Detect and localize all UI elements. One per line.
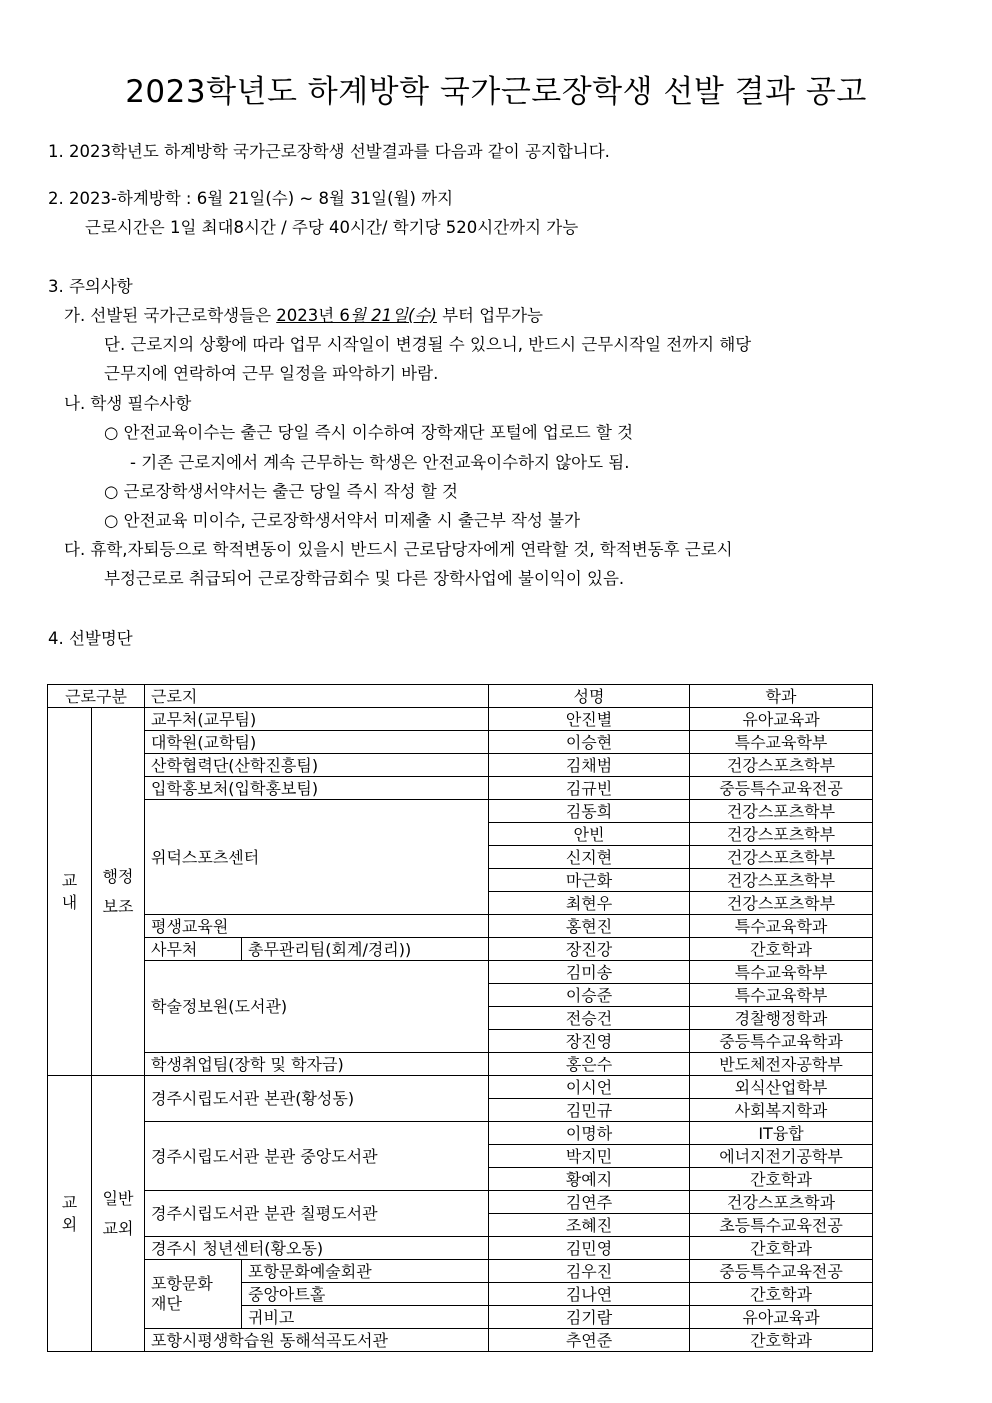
dept-cell: 간호학과	[690, 1283, 873, 1306]
section-3-na-item2: ○ 근로장학생서약서는 출근 당일 즉시 작성 할 것	[104, 482, 458, 501]
ga-date-day: 월 21일(수)	[349, 306, 437, 325]
section-3-ga-line3: 근무지에 연락하여 근무 일정을 파악하기 바람.	[104, 364, 439, 383]
place-subcell: 포항문화예술회관	[242, 1260, 489, 1283]
place-subcell: 귀비고	[242, 1306, 489, 1329]
section-3-na-item1-note: - 기존 근로지에서 계속 근무하는 학생은 안전교육이수하지 않아도 됨.	[130, 453, 630, 472]
group-admin-support: 행정 보조	[92, 708, 145, 1076]
place-cell: 학술정보원(도서관)	[145, 961, 489, 1053]
dept-cell: 건강스포츠학부	[690, 892, 873, 915]
name-cell: 김기람	[489, 1306, 690, 1329]
dept-cell: 유아교육과	[690, 1306, 873, 1329]
dept-cell: 외식산업학부	[690, 1076, 873, 1099]
name-cell: 홍현진	[489, 915, 690, 938]
ga-date-year: 2023년 6	[276, 306, 350, 325]
name-cell: 김동희	[489, 800, 690, 823]
name-cell: 김규빈	[489, 777, 690, 800]
name-cell: 조혜진	[489, 1214, 690, 1237]
dept-cell: 초등특수교육전공	[690, 1214, 873, 1237]
name-cell: 전승건	[489, 1007, 690, 1030]
name-cell: 장진강	[489, 938, 690, 961]
dept-cell: 사회복지학과	[690, 1099, 873, 1122]
name-cell: 홍은수	[489, 1053, 690, 1076]
table-header-row	[48, 685, 873, 708]
place-cell: 입학홍보처(입학홍보팀)	[145, 777, 489, 800]
dept-cell: 경찰행정학과	[690, 1007, 873, 1030]
dept-cell: 건강스포츠학부	[690, 754, 873, 777]
header-name: 성명	[489, 685, 690, 708]
table-row	[48, 708, 873, 731]
dept-cell: 에너지전기공학부	[690, 1145, 873, 1168]
table-row	[48, 1260, 873, 1283]
dept-cell: 특수교육학부	[690, 961, 873, 984]
name-cell: 마근화	[489, 869, 690, 892]
name-cell: 추연준	[489, 1329, 690, 1352]
section-4-heading: 4. 선발명단	[48, 629, 133, 648]
dept-cell: 건강스포츠학부	[690, 846, 873, 869]
name-cell: 최현우	[489, 892, 690, 915]
name-cell: 김채범	[489, 754, 690, 777]
page-title: 2023학년도 하계방학 국가근로장학생 선발 결과 공고	[125, 74, 867, 110]
section-3-heading: 3. 주의사항	[48, 277, 133, 296]
table-row	[48, 915, 873, 938]
dept-cell: 특수교육학부	[690, 731, 873, 754]
table-row	[48, 1122, 873, 1145]
table-row	[48, 1237, 873, 1260]
dept-cell: 건강스포츠학부	[690, 800, 873, 823]
place-cell-pohang-foundation: 포항문화 재단	[145, 1260, 242, 1329]
dept-cell: 중등특수교육전공	[690, 1260, 873, 1283]
name-cell: 박지민	[489, 1145, 690, 1168]
name-cell: 김나연	[489, 1283, 690, 1306]
group-general-offcampus: 일반 교외	[92, 1076, 145, 1352]
name-cell: 이명하	[489, 1122, 690, 1145]
place-cell: 경주시 청년센터(황오동)	[145, 1237, 489, 1260]
name-cell: 신지현	[489, 846, 690, 869]
dept-cell: 특수교육학과	[690, 915, 873, 938]
place-cell: 산학협력단(산학진흥팀)	[145, 754, 489, 777]
place-cell: 교무처(교무팀)	[145, 708, 489, 731]
table-row	[48, 731, 873, 754]
place-cell: 경주시립도서관 분관 중앙도서관	[145, 1122, 489, 1191]
place-cell: 평생교육원	[145, 915, 489, 938]
place-cell: 경주시립도서관 본관(황성동)	[145, 1076, 489, 1122]
section-3-ga	[64, 302, 543, 326]
place-cell: 대학원(교학팀)	[145, 731, 489, 754]
ga-suffix: 부터 업무가능	[436, 306, 543, 325]
dept-cell: 중등특수교육학과	[690, 1030, 873, 1053]
dept-cell: 특수교육학부	[690, 984, 873, 1007]
name-cell: 김미송	[489, 961, 690, 984]
section-3-da-line2: 부정근로로 취급되어 근로장학금회수 및 다른 장학사업에 불이익이 있음.	[104, 569, 625, 588]
ga-prefix: 가. 선발된 국가근로학생들은	[64, 306, 277, 325]
name-cell: 장진영	[489, 1030, 690, 1053]
place-cell: 학생취업팀(장학 및 학자금)	[145, 1053, 489, 1076]
name-cell: 안빈	[489, 823, 690, 846]
table-row	[48, 777, 873, 800]
header-type: 근로구분	[48, 685, 145, 708]
dept-cell: 건강스포츠학부	[690, 869, 873, 892]
name-cell: 이승준	[489, 984, 690, 1007]
section-1-text: 1. 2023학년도 하계방학 국가근로장학생 선발결과를 다음과 같이 공지합니다.	[48, 142, 610, 161]
table-row	[48, 754, 873, 777]
section-2-period: 2. 2023-하계방학 : 6월 21일(수) ~ 8월 31일(월) 까지	[48, 189, 454, 208]
place-cell: 위덕스포츠센터	[145, 800, 489, 915]
dept-cell: 중등특수교육전공	[690, 777, 873, 800]
place-subcell: 총무관리팀(회계/경리))	[242, 938, 489, 961]
header-place: 근로지	[145, 685, 489, 708]
dept-cell: 간호학과	[690, 1329, 873, 1352]
name-cell: 김민영	[489, 1237, 690, 1260]
dept-cell: 건강스포츠학부	[690, 823, 873, 846]
section-3-na-item3: ○ 안전교육 미이수, 근로장학생서약서 미제출 시 출근부 작성 불가	[104, 511, 581, 530]
dept-cell: 간호학과	[690, 938, 873, 961]
section-3-da-line1: 다. 휴학,자퇴등으로 학적변동이 있을시 반드시 근로담당자에게 연락할 것, 학적변동후 근로시	[64, 540, 733, 559]
selection-table	[47, 684, 873, 1352]
table-row	[48, 961, 873, 984]
table-row	[48, 1191, 873, 1214]
table-row	[48, 938, 873, 961]
dept-cell: 간호학과	[690, 1237, 873, 1260]
dept-cell: 유아교육과	[690, 708, 873, 731]
dept-cell: 간호학과	[690, 1168, 873, 1191]
header-dept: 학과	[690, 685, 873, 708]
group-campus: 교내	[48, 708, 92, 1076]
place-cell: 포항시평생학습원 동해석곡도서관	[145, 1329, 489, 1352]
table-row	[48, 1076, 873, 1099]
section-3-na-item1: ○ 안전교육이수는 출근 당일 즉시 이수하여 장학재단 포털에 업로드 할 것	[104, 423, 634, 442]
name-cell: 황예지	[489, 1168, 690, 1191]
section-3-na: 나. 학생 필수사항	[64, 394, 192, 413]
place-cell: 경주시립도서관 분관 칠평도서관	[145, 1191, 489, 1237]
dept-cell: 건강스포츠학과	[690, 1191, 873, 1214]
section-3-ga-line2: 단. 근로지의 상황에 따라 업무 시작일이 변경될 수 있으니, 반드시 근무시작일 전까지 해당	[104, 335, 752, 354]
name-cell: 이시언	[489, 1076, 690, 1099]
name-cell: 김연주	[489, 1191, 690, 1214]
place-cell: 사무처	[145, 938, 242, 961]
name-cell: 안진별	[489, 708, 690, 731]
dept-cell: 반도체전자공학부	[690, 1053, 873, 1076]
place-subcell: 중앙아트홀	[242, 1283, 489, 1306]
table-row	[48, 800, 873, 823]
table-row	[48, 1329, 873, 1352]
dept-cell: IT융합	[690, 1122, 873, 1145]
name-cell: 김민규	[489, 1099, 690, 1122]
name-cell: 김우진	[489, 1260, 690, 1283]
name-cell: 이승현	[489, 731, 690, 754]
table-row	[48, 1053, 873, 1076]
section-2-hours: 근로시간은 1일 최대8시간 / 주당 40시간/ 학기당 520시간까지 가능	[85, 218, 579, 237]
group-offcampus: 교외	[48, 1076, 92, 1352]
